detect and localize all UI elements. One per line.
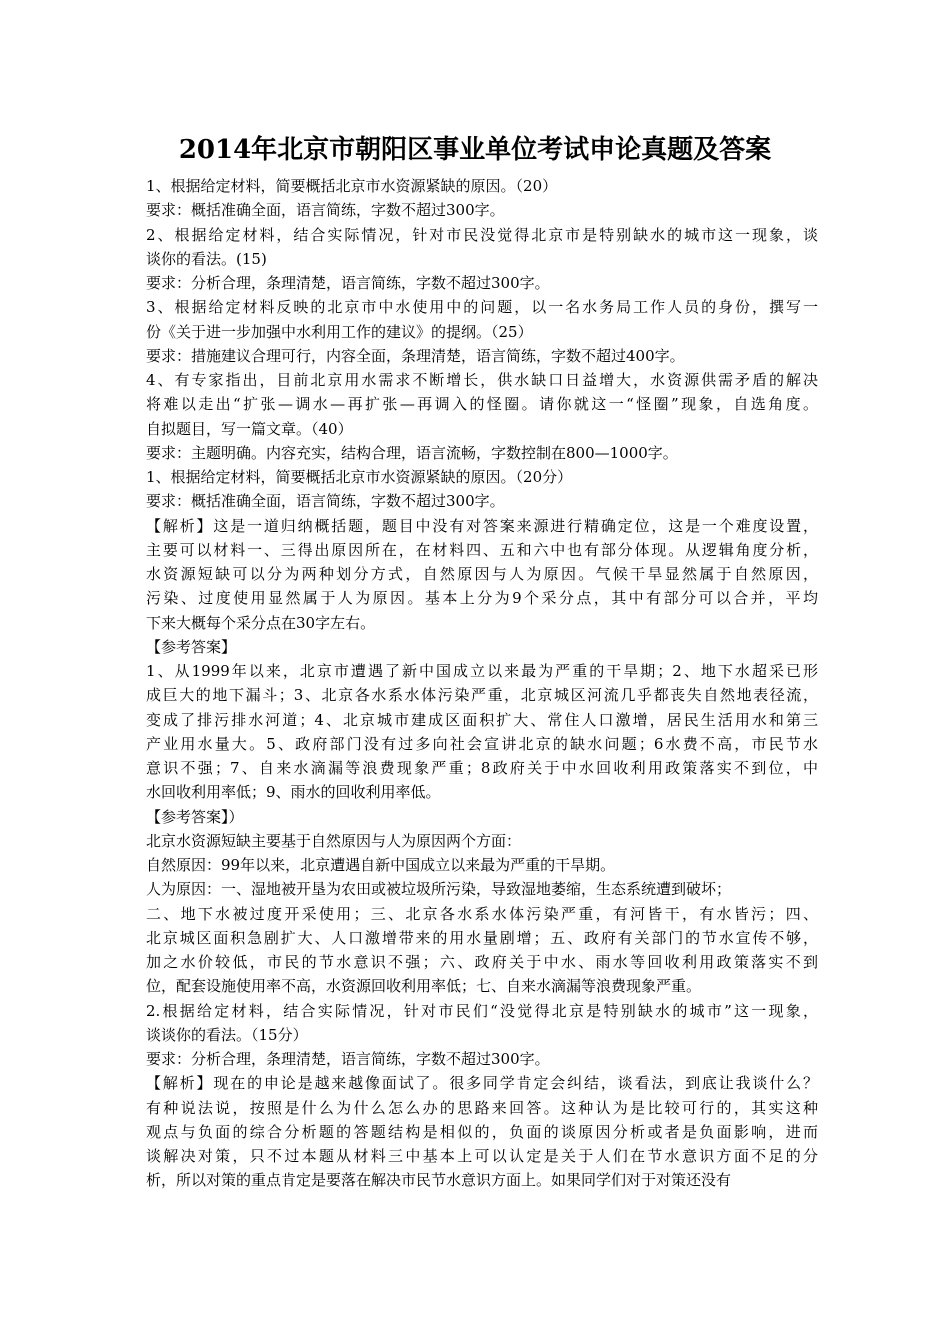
text-line: 4、有专家指出，目前北京用水需求不断增长，供水缺口日益增大，水资源供需矛盾的解决 <box>146 371 818 389</box>
text-line: 1、根据给定材料，简要概括北京市水资源紧缺的原因。（20分） <box>146 468 573 486</box>
text-line: 自拟题目，写一篇文章。（40） <box>146 419 353 438</box>
text-line: 下来大概每个采分点在30字左右。 <box>146 613 376 632</box>
text-line: 1、根据给定材料，简要概括北京市水资源紧缺的原因。（20） <box>146 177 558 195</box>
text-line: 人为原因：一、湿地被开垦为农田或被垃圾所污染，导致湿地萎缩，生态系统遭到破坏； <box>146 880 732 899</box>
text-line: 份《关于进一步加强中水利用工作的建议》的提纲。（25） <box>146 322 533 341</box>
text-line: 要求：分析合理，条理清楚，语言简练，字数不超过300字。 <box>146 1050 550 1068</box>
text-line: 1、从1999年以来，北京市遭遇了新中国成立以来最为严重的干旱期；2、地下水超采已形 <box>146 662 818 680</box>
text-line: 污染、过度使用显然属于人为原因。基本上分为9个采分点，其中有部分可以合并，平均 <box>146 589 818 608</box>
text-line: 谈解决对策，只不过本题从材料三中基本上可以认定是关于人们在节水意识方面不足的分 <box>146 1147 818 1165</box>
text-line: 产业用水量大。5、政府部门没有过多向社会宣讲北京的缺水问题；6水费不高，市民节水 <box>146 734 818 753</box>
text-line: 要求：概括准确全面，语言简练，字数不超过300字。 <box>146 492 505 511</box>
text-line: 3、根据给定材料反映的北京市中水使用中的问题，以一名水务局工作人员的身份，撰写一 <box>146 298 818 317</box>
text-line: 自然原因：99年以来，北京遭遇自新中国成立以来最为严重的干旱期。 <box>146 856 616 874</box>
text-line: 析，所以对策的重点肯定是要落在解决市民节水意识方面上。如果同学们对于对策还没有 <box>146 1171 732 1190</box>
text-line: 2、根据给定材料，结合实际情况，针对市民没觉得北京市是特别缺水的城市这一现象，谈 <box>146 225 818 244</box>
text-line: 变成了排污排水河道；4、北京城市建成区面积扩大、常住人口激增，居民生活用水和第三 <box>146 710 818 729</box>
text-line: 【解析】这是一道归纳概括题，题目中没有对答案来源进行精确定位，这是一个难度设置， <box>146 516 818 535</box>
text-line: 意识不强；7、自来水滴漏等浪费现象严重；8政府关于中水回收利用政策落实不到位，中 <box>146 759 818 777</box>
text-line: 观点与负面的综合分析题的答题结构是相似的，负面的谈原因分析或者是负面影响，进而 <box>146 1122 818 1141</box>
text-line: 主要可以材料一、三得出原因所在，在材料四、五和六中也有部分体现。从逻辑角度分析， <box>146 540 818 559</box>
document-title: 2014年北京市朝阳区事业单位考试申论真题及答案 <box>178 135 772 165</box>
text-line: 谈谈你的看法。（15分） <box>146 1025 308 1044</box>
text-line: 位，配套设施使用率不高，水资源回收利用率低；七、自来水滴漏等浪费现象严重。 <box>146 977 702 996</box>
text-line: 将难以走出“扩张—调水—再扩张—再调入的怪圈。请你就这一“怪圈”现象，自选角度。 <box>146 395 818 414</box>
text-line: 二、地下水被过度开采使用；三、北京各水系水体污染严重，有河皆干，有水皆污；四、 <box>146 904 818 923</box>
text-line: 北京城区面积急剧扩大、人口激增带来的用水量剧增；五、政府有关部门的节水宣传不够， <box>146 928 818 947</box>
text-line: 要求：主题明确。内容充实，结构合理，语言流畅，字数控制在800—1000字。 <box>146 443 678 462</box>
text-line: 北京水资源短缺主要基于自然原因与人为原因两个方面： <box>146 831 522 850</box>
text-line: 加之水价较低，市民的节水意识不强；六、政府关于中水、雨水等回收利用政策落实不到 <box>146 953 818 971</box>
text-line: 【解析】现在的申论是越来越像面试了。很多同学肯定会纠结，谈看法，到底让我谈什么？ <box>146 1074 818 1093</box>
text-line: 2.根据给定材料，结合实际情况，针对市民们“没觉得北京是特别缺水的城市”这一现象， <box>146 1001 818 1020</box>
text-line: 水资源短缺可以分为两种划分方式，自然原因与人为原因。气候干旱显然属于自然原因， <box>146 565 818 583</box>
text-line: 有种说法说，按照是什么为什么怎么办的思路来回答。这种认为是比较可行的，其实这种 <box>146 1098 818 1117</box>
text-line: 【参考答案】 <box>146 637 237 656</box>
document-body <box>146 174 818 1193</box>
text-line: 水回收利用率低；9、雨水的回收利用率低。 <box>146 783 441 802</box>
text-line: 【参考答案】） <box>146 807 244 826</box>
text-line: 要求：措施建议合理可行，内容全面，条理清楚，语言简练，字数不超过400字。 <box>146 346 685 365</box>
text-line: 谈你的看法。(15) <box>146 249 267 268</box>
text-line: 要求：分析合理，条理清楚，语言简练，字数不超过300字。 <box>146 274 550 292</box>
text-line: 要求：概括准确全面，语言简练，字数不超过300字。 <box>146 201 505 220</box>
text-line: 成巨大的地下漏斗；3、北京各水系水体污染严重，北京城区河流几乎都丧失自然地表径流， <box>146 686 818 705</box>
